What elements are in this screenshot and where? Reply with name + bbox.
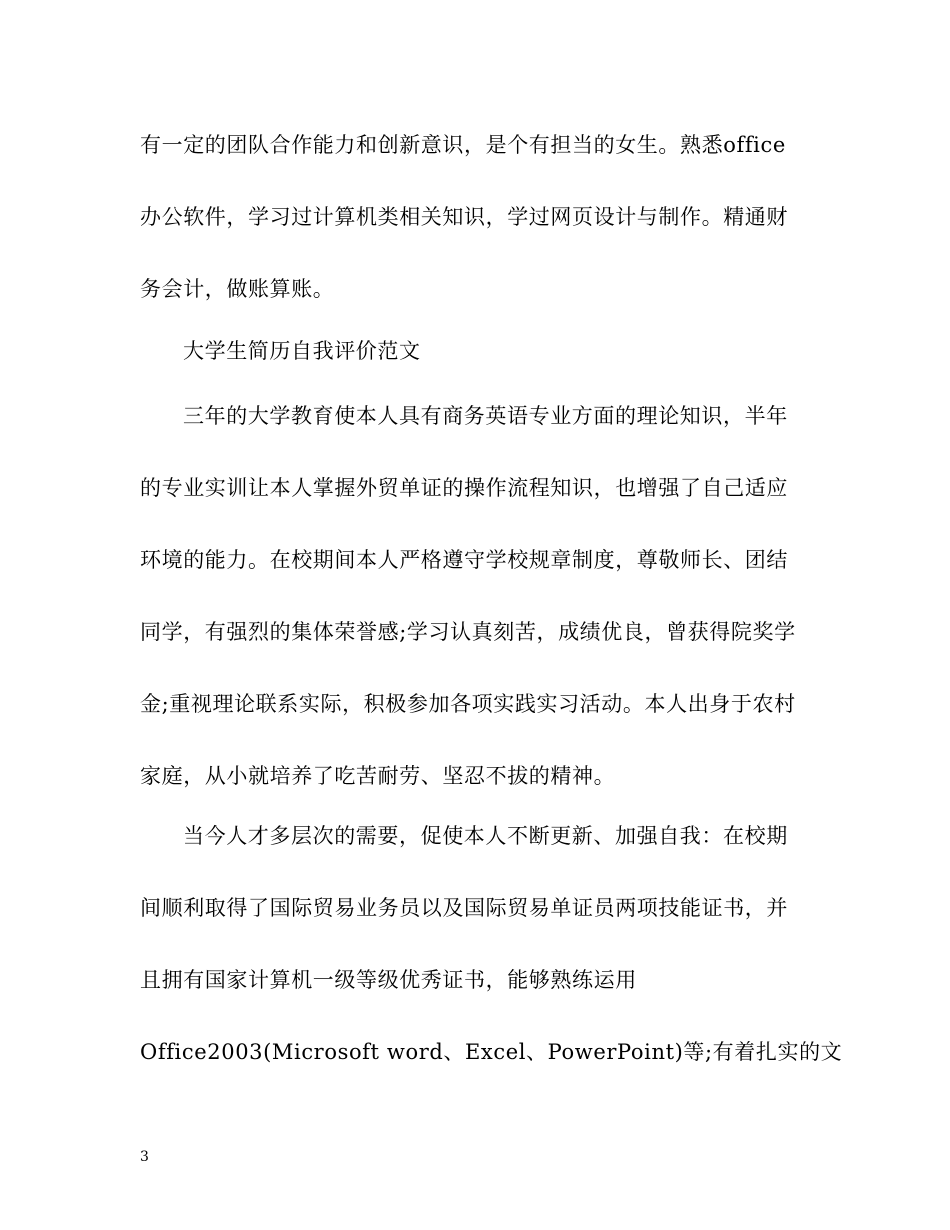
text-line-6: 的专业实训让本人掌握外贸单证的操作流程知识，也增强了自己适应: [140, 476, 788, 500]
page-number: 3: [140, 1149, 149, 1165]
text-line-9: 金;重视理论联系实际，积极参加各项实践实习活动。本人出身于农村: [140, 692, 796, 716]
text-line-2: 办公软件，学习过计算机类相关知识，学过网页设计与制作。精通财: [140, 205, 788, 229]
text-line-11: 当今人才多层次的需要，促使本人不断更新、加强自我：在校期: [183, 824, 788, 848]
text-line-13: 且拥有国家计算机一级等级优秀证书，能够熟练运用: [140, 968, 637, 992]
text-line-1: 有一定的团队合作能力和创新意识，是个有担当的女生。熟悉office: [140, 133, 786, 157]
text-line-5: 三年的大学教育使本人具有商务英语专业方面的理论知识，半年: [183, 404, 788, 428]
text-line-10: 家庭，从小就培养了吃苦耐劳、坚忍不拔的精神。: [140, 764, 616, 788]
text-line-14: Office2003(Microsoft word、Excel、PowerPoint)等;有着扎实的文: [140, 1040, 843, 1064]
text-line-8: 同学，有强烈的集体荣誉感;学习认真刻苦，成绩优良，曾获得院奖学: [140, 620, 796, 644]
text-line-7: 环境的能力。在校期间本人严格遵守学校规章制度，尊敬师长、团结: [140, 548, 788, 572]
text-line-12: 间顺利取得了国际贸易业务员以及国际贸易单证员两项技能证书，并: [140, 896, 788, 920]
text-line-3: 务会计，做账算账。: [140, 277, 335, 301]
section-heading: 大学生简历自我评价范文: [183, 339, 421, 363]
